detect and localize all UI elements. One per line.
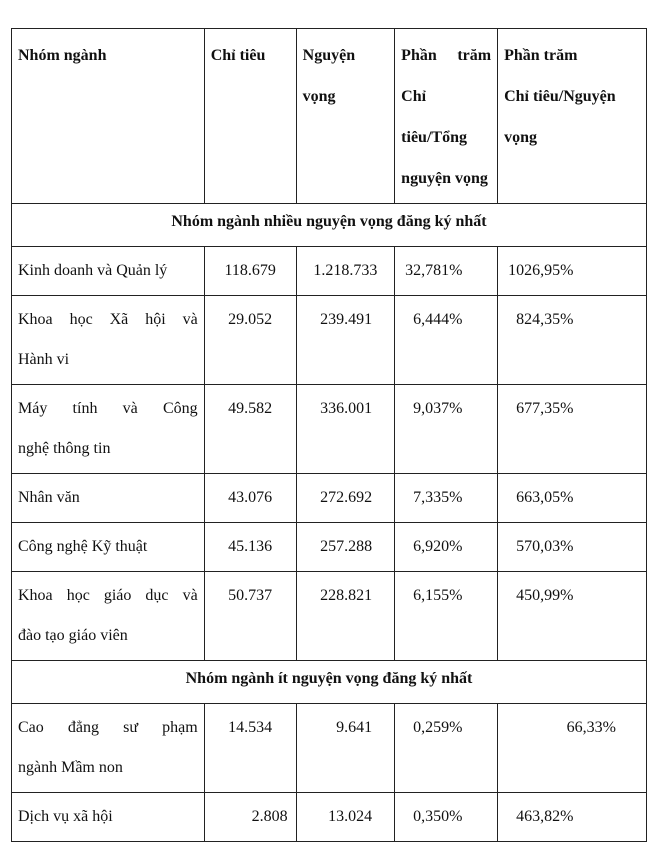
section-row-most bbox=[12, 204, 647, 247]
row-pct2: 1026,95% bbox=[498, 247, 647, 296]
row-name-cont: ngành Mầm non bbox=[18, 759, 123, 776]
table-row bbox=[12, 704, 647, 793]
row-name: Cao đẳng sư phạm bbox=[18, 719, 198, 736]
row-name: Máy tính và Công bbox=[18, 400, 198, 417]
row-pct1: 7,335% bbox=[395, 474, 498, 523]
row-name: Dịch vụ xã hội bbox=[18, 808, 113, 825]
section-title-most: Nhóm ngành nhiều nguyện vọng đăng ký nhất bbox=[12, 204, 647, 247]
header-row bbox=[12, 29, 647, 204]
row-pct2: 450,99% bbox=[498, 572, 647, 661]
section-title-least: Nhóm ngành ít nguyện vọng đăng ký nhất bbox=[12, 661, 647, 704]
row-name: Nhân văn bbox=[18, 489, 80, 506]
table-row bbox=[12, 296, 647, 385]
table-row bbox=[12, 474, 647, 523]
header-quota: Chỉ tiêu bbox=[204, 29, 296, 204]
row-name-cont: Hành vi bbox=[18, 351, 70, 368]
header-pct-quota-total: Phần trăm Chỉ tiêu/Tổng nguyện vọng bbox=[395, 29, 498, 204]
row-pct2: 570,03% bbox=[498, 523, 647, 572]
row-name: Công nghệ Kỹ thuật bbox=[18, 538, 148, 555]
row-wishes: 272.692 bbox=[296, 474, 395, 523]
row-pct1: 0,350% bbox=[395, 793, 498, 842]
row-quota: 2.808 bbox=[204, 793, 296, 842]
row-quota: 49.582 bbox=[204, 385, 296, 474]
row-name-cont: đào tạo giáo viên bbox=[18, 627, 128, 644]
table-row bbox=[12, 247, 647, 296]
row-wishes: 228.821 bbox=[296, 572, 395, 661]
table-row bbox=[12, 572, 647, 661]
row-pct2: 663,05% bbox=[498, 474, 647, 523]
row-pct2: 824,35% bbox=[498, 296, 647, 385]
row-wishes: 13.024 bbox=[296, 793, 395, 842]
row-pct2: 66,33% bbox=[498, 704, 647, 793]
row-pct2: 463,82% bbox=[498, 793, 647, 842]
header-pct-quota-wishes: Phần trăm Chỉ tiêu/Nguyện vọng bbox=[498, 29, 647, 204]
row-pct1: 0,259% bbox=[395, 704, 498, 793]
row-quota: 118.679 bbox=[204, 247, 296, 296]
row-quota: 45.136 bbox=[204, 523, 296, 572]
row-wishes: 239.491 bbox=[296, 296, 395, 385]
row-wishes: 9.641 bbox=[296, 704, 395, 793]
row-name: Kinh doanh và Quản lý bbox=[18, 262, 168, 279]
row-pct2: 677,35% bbox=[498, 385, 647, 474]
row-quota: 43.076 bbox=[204, 474, 296, 523]
row-pct1: 6,155% bbox=[395, 572, 498, 661]
table-row bbox=[12, 793, 647, 842]
row-quota: 29.052 bbox=[204, 296, 296, 385]
header-wishes: Nguyện vọng bbox=[296, 29, 395, 204]
row-name: Khoa học giáo dục và bbox=[18, 587, 198, 604]
row-wishes: 336.001 bbox=[296, 385, 395, 474]
row-pct1: 32,781% bbox=[395, 247, 498, 296]
table-row bbox=[12, 385, 647, 474]
section-row-least bbox=[12, 661, 647, 704]
row-pct1: 6,444% bbox=[395, 296, 498, 385]
admissions-table bbox=[11, 28, 647, 842]
header-group: Nhóm ngành bbox=[12, 29, 205, 204]
table-row bbox=[12, 523, 647, 572]
row-wishes: 1.218.733 bbox=[296, 247, 395, 296]
row-name: Khoa học Xã hội và bbox=[18, 311, 198, 328]
row-pct1: 6,920% bbox=[395, 523, 498, 572]
row-quota: 14.534 bbox=[204, 704, 296, 793]
row-name-cont: nghệ thông tin bbox=[18, 440, 111, 457]
row-pct1: 9,037% bbox=[395, 385, 498, 474]
row-quota: 50.737 bbox=[204, 572, 296, 661]
row-wishes: 257.288 bbox=[296, 523, 395, 572]
